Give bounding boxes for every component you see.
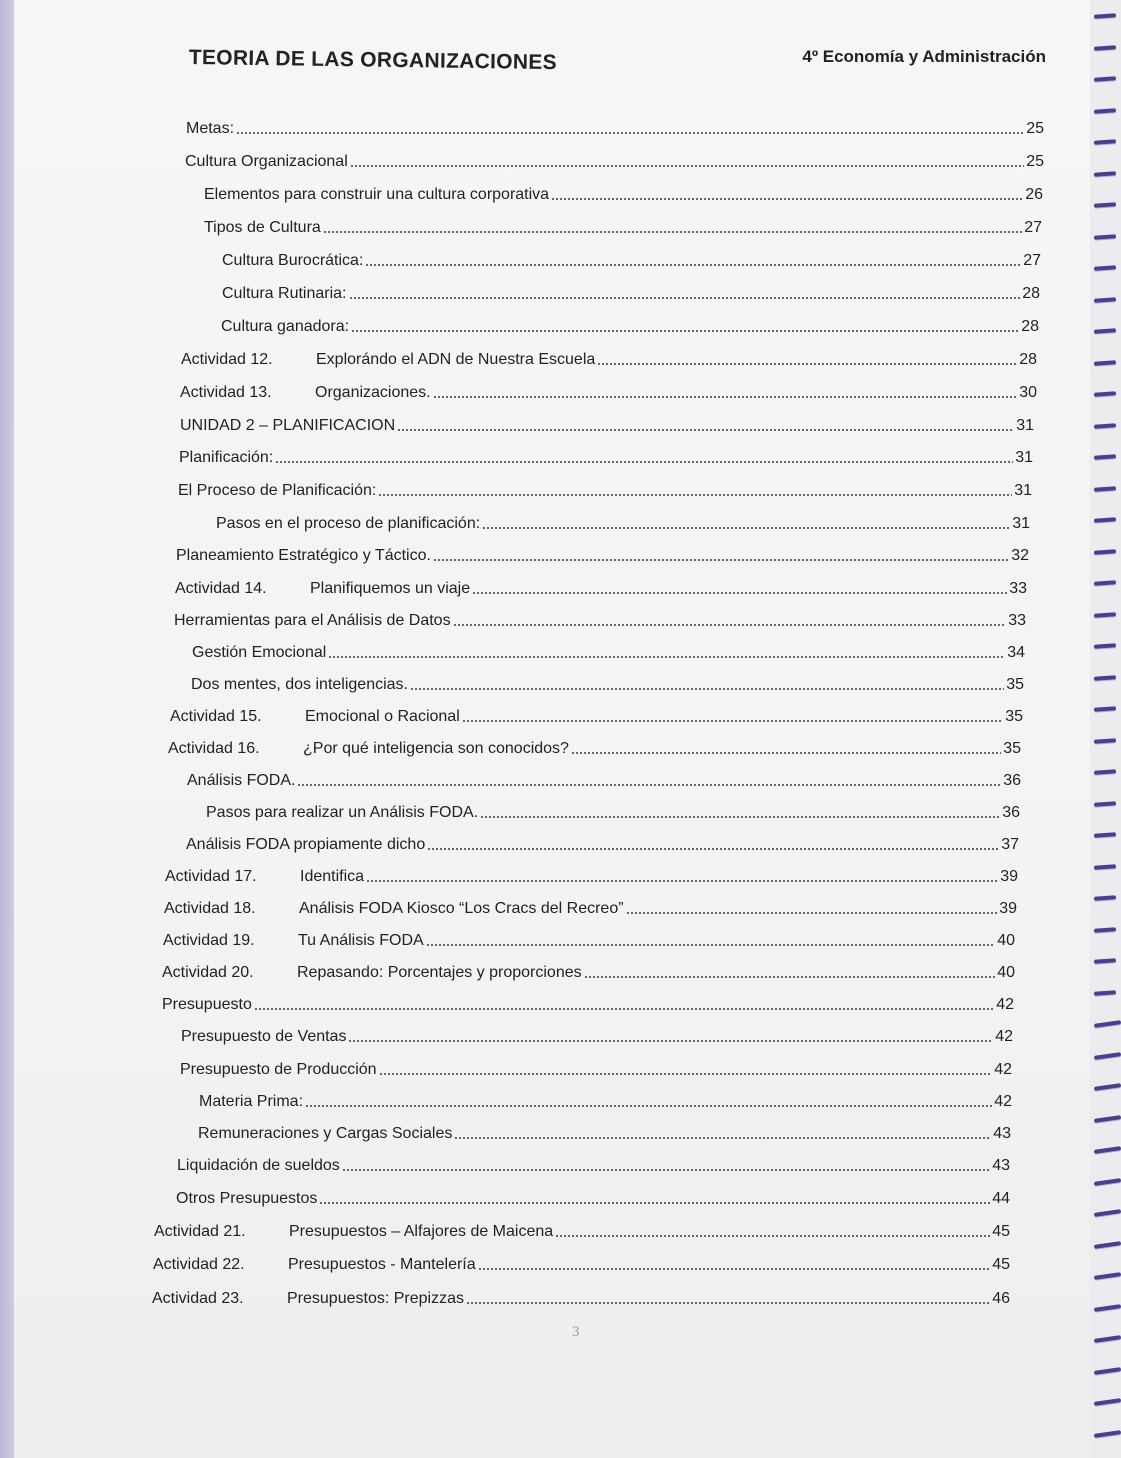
toc-activity-entry bbox=[164, 895, 1017, 919]
toc-page-number: 39 bbox=[999, 900, 1017, 917]
toc-page-number: 31 bbox=[1015, 449, 1033, 466]
toc-entry-text: Herramientas para el Análisis de Datos bbox=[174, 612, 451, 629]
binding-coil bbox=[1094, 1304, 1121, 1312]
binding-coil bbox=[1094, 1335, 1121, 1343]
toc-entry-text: Planifiquemos un viaje bbox=[310, 580, 471, 597]
toc-entry-text: Tu Análisis FODA bbox=[298, 932, 424, 949]
toc-entry bbox=[180, 1056, 1012, 1080]
toc-entry bbox=[222, 280, 1040, 304]
dot-leader bbox=[584, 976, 996, 978]
toc-activity-number: Actividad 13. bbox=[180, 384, 272, 401]
dot-leader bbox=[427, 848, 999, 850]
binding-coil bbox=[1094, 895, 1116, 901]
binding-coil bbox=[1094, 927, 1116, 933]
toc-page-number: 43 bbox=[992, 1157, 1010, 1174]
binding-coil bbox=[1094, 1083, 1121, 1091]
binding-coil bbox=[1094, 1146, 1121, 1154]
toc-page-number: 25 bbox=[1026, 153, 1044, 170]
toc-entry bbox=[222, 247, 1041, 271]
toc-entry-label bbox=[152, 1289, 464, 1309]
binding-coil bbox=[1094, 1209, 1121, 1217]
toc-entry-text: Presupuesto de Ventas bbox=[181, 1028, 347, 1045]
dot-leader bbox=[378, 494, 1012, 496]
dot-leader bbox=[351, 330, 1019, 332]
toc-entry-label bbox=[164, 899, 624, 919]
dot-leader bbox=[433, 396, 1018, 398]
binding-coil bbox=[1094, 990, 1116, 996]
toc-entry-text: Presupuestos - Mantelería bbox=[288, 1256, 476, 1273]
binding-coil bbox=[1094, 360, 1116, 366]
toc-activity-number: Actividad 14. bbox=[175, 580, 267, 597]
toc-entry-text: Presupuesto bbox=[162, 996, 252, 1013]
toc-page-number: 36 bbox=[1003, 772, 1021, 789]
dot-leader bbox=[482, 527, 1010, 529]
toc-entry bbox=[181, 1023, 1013, 1047]
toc-page-number: 31 bbox=[1014, 482, 1032, 499]
toc-entry-text: Otros Presupuestos bbox=[176, 1190, 318, 1207]
toc-entry bbox=[176, 1185, 1010, 1209]
binding-coil bbox=[1094, 486, 1116, 492]
dot-leader bbox=[454, 1137, 991, 1139]
toc-entry-text: Gestión Emocional bbox=[192, 644, 327, 661]
toc-entry-label bbox=[222, 284, 347, 304]
dot-leader bbox=[323, 231, 1022, 233]
toc-page-number: 43 bbox=[993, 1125, 1011, 1142]
toc-entry-label bbox=[185, 152, 348, 172]
binding-coil bbox=[1094, 234, 1116, 240]
toc-entry-label bbox=[192, 643, 326, 663]
binding-coil bbox=[1094, 76, 1116, 82]
toc-entry-text: Tipos de Cultura bbox=[204, 219, 321, 236]
dot-leader bbox=[626, 912, 998, 914]
toc-page-number: 35 bbox=[1005, 708, 1023, 725]
toc-page-number: 42 bbox=[995, 1028, 1013, 1045]
toc-entry bbox=[179, 444, 1033, 468]
toc-entry-label bbox=[165, 867, 364, 887]
toc-entry bbox=[162, 991, 1014, 1015]
toc-activity-entry bbox=[165, 863, 1018, 887]
toc-entry-text: ¿Por qué inteligencia son conocidos? bbox=[303, 740, 569, 757]
toc-page-number: 35 bbox=[1003, 740, 1021, 757]
dot-leader bbox=[433, 559, 1009, 561]
binding-coil bbox=[1094, 1272, 1121, 1280]
binding-coil bbox=[1094, 832, 1116, 838]
binding-coil bbox=[1094, 549, 1116, 555]
toc-page-number: 26 bbox=[1025, 186, 1043, 203]
toc-entry bbox=[221, 313, 1039, 337]
binding-coil bbox=[1094, 13, 1116, 19]
dot-leader bbox=[297, 784, 1001, 786]
binding-coil bbox=[1094, 171, 1116, 177]
dot-leader bbox=[397, 429, 1014, 431]
toc-entry bbox=[199, 1088, 1012, 1112]
toc-entry bbox=[187, 767, 1021, 791]
binding-coil bbox=[1094, 1020, 1121, 1028]
toc-entry-label bbox=[162, 995, 252, 1015]
dot-leader bbox=[426, 944, 996, 946]
binding-coil bbox=[1094, 769, 1116, 775]
toc-entry-label bbox=[154, 1222, 553, 1242]
toc-entry-text: Pasos en el proceso de planificación: bbox=[216, 515, 481, 532]
binding-coil bbox=[1094, 1052, 1121, 1060]
binding-coil bbox=[1094, 675, 1116, 681]
toc-page-number: 42 bbox=[994, 1061, 1012, 1078]
toc-entry-label bbox=[170, 707, 460, 727]
toc-activity-number: Actividad 19. bbox=[163, 932, 255, 949]
toc-entry-text: Cultura Burocrática: bbox=[222, 252, 364, 269]
toc-entry-label bbox=[178, 481, 376, 501]
toc-entry-label bbox=[204, 185, 549, 205]
dot-leader bbox=[348, 1040, 993, 1042]
binding-coil bbox=[1094, 1367, 1121, 1375]
dot-leader bbox=[480, 816, 1000, 818]
toc-activity-entry bbox=[175, 575, 1027, 599]
binding-coil bbox=[1094, 801, 1116, 807]
toc-entry bbox=[191, 671, 1024, 695]
binding-coil bbox=[1094, 706, 1116, 712]
toc-entry bbox=[174, 607, 1026, 631]
binding-coil bbox=[1094, 580, 1116, 586]
toc-activity-number: Actividad 16. bbox=[168, 740, 260, 757]
binding-coil bbox=[1094, 139, 1116, 145]
dot-leader bbox=[551, 198, 1023, 200]
toc-entry-text: Cultura ganadora: bbox=[221, 318, 350, 335]
binding-coil bbox=[1094, 643, 1116, 649]
toc-entry-label bbox=[186, 835, 425, 855]
dot-leader bbox=[597, 363, 1017, 365]
binding-coil bbox=[1094, 265, 1116, 271]
binding-coil bbox=[1094, 1241, 1121, 1249]
toc-activity-entry bbox=[170, 703, 1023, 727]
toc-entry-label bbox=[221, 317, 349, 337]
toc-entry-text: Explorándo el ADN de Nuestra Escuela bbox=[316, 351, 596, 368]
toc-entry-label bbox=[175, 579, 470, 599]
toc-entry bbox=[178, 477, 1032, 501]
binding-coil bbox=[1094, 108, 1116, 114]
toc-page-number: 46 bbox=[992, 1290, 1010, 1307]
binding-coil bbox=[1094, 328, 1116, 334]
dot-leader bbox=[342, 1169, 990, 1171]
toc-entry-text: Metas: bbox=[186, 120, 235, 137]
dot-leader bbox=[305, 1105, 992, 1107]
dot-leader bbox=[453, 624, 1007, 626]
toc-page-number: 31 bbox=[1012, 515, 1030, 532]
toc-page-number: 27 bbox=[1023, 252, 1041, 269]
toc-activity-number: Actividad 17. bbox=[165, 868, 257, 885]
toc-page-number: 28 bbox=[1021, 318, 1039, 335]
toc-page-number: 45 bbox=[992, 1223, 1010, 1240]
toc-entry-text: Organizaciones. bbox=[315, 384, 431, 401]
toc-entry-label bbox=[163, 931, 424, 951]
toc-activity-number: Actividad 22. bbox=[153, 1256, 245, 1273]
binding-coil bbox=[1094, 958, 1116, 964]
toc-page-number: 44 bbox=[992, 1190, 1010, 1207]
toc-entry bbox=[204, 214, 1042, 238]
dot-leader bbox=[366, 880, 998, 882]
toc-entry-text: Análisis FODA Kiosco “Los Cracs del Recreo” bbox=[299, 900, 624, 917]
toc-entry bbox=[198, 1120, 1011, 1144]
toc-page-number: 39 bbox=[1000, 868, 1018, 885]
toc-entry-text: Materia Prima: bbox=[199, 1093, 304, 1110]
toc-entry-text: Cultura Rutinaria: bbox=[222, 285, 347, 302]
toc-page-number: 33 bbox=[1008, 612, 1026, 629]
toc-entry bbox=[186, 115, 1044, 139]
toc-entry-label bbox=[198, 1124, 452, 1144]
toc-entry-text: Emocional o Racional bbox=[305, 708, 460, 725]
toc-activity-entry bbox=[154, 1218, 1010, 1242]
toc-page-number: 33 bbox=[1009, 580, 1027, 597]
toc-entry-text: Liquidación de sueldos bbox=[177, 1157, 340, 1174]
dot-leader bbox=[349, 297, 1021, 299]
binding-coil bbox=[1094, 202, 1116, 208]
toc-entry-label bbox=[216, 514, 480, 534]
toc-entry-text: El Proceso de Planificación: bbox=[178, 482, 377, 499]
dot-leader bbox=[236, 132, 1024, 134]
toc-activity-number: Actividad 18. bbox=[164, 900, 256, 917]
toc-entry-label bbox=[191, 675, 408, 695]
dot-leader bbox=[275, 461, 1013, 463]
toc-page-number: 40 bbox=[997, 964, 1015, 981]
toc-entry-label bbox=[180, 383, 431, 403]
toc-activity-entry bbox=[180, 379, 1037, 403]
toc-page-number: 35 bbox=[1006, 676, 1024, 693]
dot-leader bbox=[472, 592, 1007, 594]
toc-entry-text: Planeamiento Estratégico y Táctico. bbox=[176, 547, 431, 564]
dot-leader bbox=[466, 1302, 990, 1304]
toc-entry bbox=[180, 412, 1034, 436]
binding-coil bbox=[1094, 423, 1116, 429]
toc-page-number: 28 bbox=[1022, 285, 1040, 302]
toc-page-number: 45 bbox=[992, 1256, 1010, 1273]
page-number: 3 bbox=[572, 1324, 580, 1340]
toc-entry-label bbox=[180, 1060, 377, 1080]
toc-entry-text: Análisis FODA propiamente dicho bbox=[186, 836, 426, 853]
toc-entry-label bbox=[174, 611, 451, 631]
binding-coil bbox=[1094, 391, 1116, 397]
toc-entry-text: Análisis FODA. bbox=[187, 772, 296, 789]
toc-activity-entry bbox=[152, 1285, 1010, 1309]
toc-entry-text: Remuneraciones y Cargas Sociales bbox=[198, 1125, 453, 1142]
toc-activity-number: Actividad 21. bbox=[154, 1223, 246, 1240]
toc-entry-text: Elementos para construir una cultura corporativa bbox=[204, 186, 550, 203]
binding-coil bbox=[1094, 612, 1116, 618]
dot-leader bbox=[478, 1268, 991, 1270]
toc-entry-text: Pasos para realizar un Análisis FODA. bbox=[206, 804, 479, 821]
toc-page-number: 25 bbox=[1026, 120, 1044, 137]
toc-entry-text: Identifica bbox=[300, 868, 365, 885]
toc-entry-label bbox=[222, 251, 363, 271]
toc-activity-entry bbox=[181, 346, 1037, 370]
toc-entry-text: Dos mentes, dos inteligencias. bbox=[191, 676, 408, 693]
toc-activity-entry bbox=[153, 1251, 1010, 1275]
toc-activity-entry bbox=[162, 959, 1015, 983]
toc-page-number: 37 bbox=[1001, 836, 1019, 853]
toc-entry-label bbox=[181, 1027, 346, 1047]
toc-page-number: 28 bbox=[1019, 351, 1037, 368]
toc-entry bbox=[204, 181, 1043, 205]
toc-entry-label bbox=[199, 1092, 303, 1112]
course-name: 4º Economía y Administración bbox=[802, 47, 1046, 66]
toc-entry-label bbox=[186, 119, 234, 139]
toc-activity-entry bbox=[163, 927, 1015, 951]
toc-entry bbox=[177, 1152, 1010, 1176]
binding-coil bbox=[1094, 1398, 1121, 1406]
dot-leader bbox=[254, 1008, 994, 1010]
toc-page-number: 36 bbox=[1002, 804, 1020, 821]
binding-coil bbox=[1094, 517, 1116, 523]
dot-leader bbox=[350, 165, 1024, 167]
dot-leader bbox=[319, 1202, 990, 1204]
toc-page-number: 34 bbox=[1007, 644, 1025, 661]
binding-coil bbox=[1094, 864, 1116, 870]
binding-coil bbox=[1094, 297, 1116, 303]
dot-leader bbox=[379, 1073, 993, 1075]
toc-entry-text: Repasando: Porcentajes y proporciones bbox=[297, 964, 582, 981]
toc-entry-text: Presupuestos – Alfajores de Maicena bbox=[289, 1223, 554, 1240]
dot-leader bbox=[555, 1235, 990, 1237]
toc-entry-text: Planificación: bbox=[179, 449, 274, 466]
toc-entry-text: Presupuesto de Producción bbox=[180, 1061, 377, 1078]
toc-page-number: 32 bbox=[1011, 547, 1029, 564]
toc-entry-label bbox=[187, 771, 295, 791]
toc-entry bbox=[185, 148, 1044, 172]
toc-entry-label bbox=[177, 1156, 340, 1176]
binding-coil bbox=[1094, 1115, 1121, 1123]
dot-leader bbox=[571, 752, 1001, 754]
toc-entry-label bbox=[204, 218, 321, 238]
toc-entry-label bbox=[176, 546, 431, 566]
toc-entry-label bbox=[180, 416, 395, 436]
toc-entry bbox=[186, 831, 1019, 855]
binding-coil bbox=[1094, 454, 1116, 460]
toc-page-number: 40 bbox=[997, 932, 1015, 949]
binding-coil bbox=[1094, 1430, 1121, 1438]
toc-entry bbox=[206, 799, 1020, 823]
toc-entry-label bbox=[168, 739, 569, 759]
toc-activity-number: Actividad 12. bbox=[181, 351, 273, 368]
toc-entry-text: Cultura Organizacional bbox=[185, 153, 348, 170]
toc-entry-label bbox=[153, 1255, 476, 1275]
toc-entry-text: Presupuestos: Prepizzas bbox=[287, 1290, 464, 1307]
toc-page-number: 27 bbox=[1024, 219, 1042, 236]
toc-page-number: 42 bbox=[996, 996, 1014, 1013]
toc-entry-text: UNIDAD 2 – PLANIFICACION bbox=[180, 417, 396, 434]
toc-activity-number: Actividad 23. bbox=[152, 1290, 244, 1307]
toc-page-number: 30 bbox=[1019, 384, 1037, 401]
dot-leader bbox=[462, 720, 1003, 722]
toc-entry-label bbox=[179, 448, 273, 468]
toc-activity-entry bbox=[168, 735, 1021, 759]
toc-entry bbox=[192, 639, 1025, 663]
dot-leader bbox=[328, 656, 1005, 658]
toc-entry bbox=[216, 510, 1030, 534]
toc-entry bbox=[176, 542, 1029, 566]
binding-coil bbox=[1094, 1178, 1121, 1186]
toc-page-number: 42 bbox=[994, 1093, 1012, 1110]
dot-leader bbox=[365, 264, 1021, 266]
toc-entry-label bbox=[181, 350, 595, 370]
toc-entry-label bbox=[162, 963, 582, 983]
binding-coil bbox=[1094, 45, 1116, 51]
binding-coil bbox=[1094, 738, 1116, 744]
toc-activity-number: Actividad 15. bbox=[170, 708, 262, 725]
spiral-binding bbox=[1090, 0, 1121, 1458]
toc-entry-label bbox=[176, 1189, 317, 1209]
toc-activity-number: Actividad 20. bbox=[162, 964, 254, 981]
dot-leader bbox=[410, 688, 1004, 690]
toc-page-number: 31 bbox=[1016, 417, 1034, 434]
document-title: TEORIA DE LAS ORGANIZACIONES bbox=[188, 46, 558, 75]
toc-entry-label bbox=[206, 803, 478, 823]
